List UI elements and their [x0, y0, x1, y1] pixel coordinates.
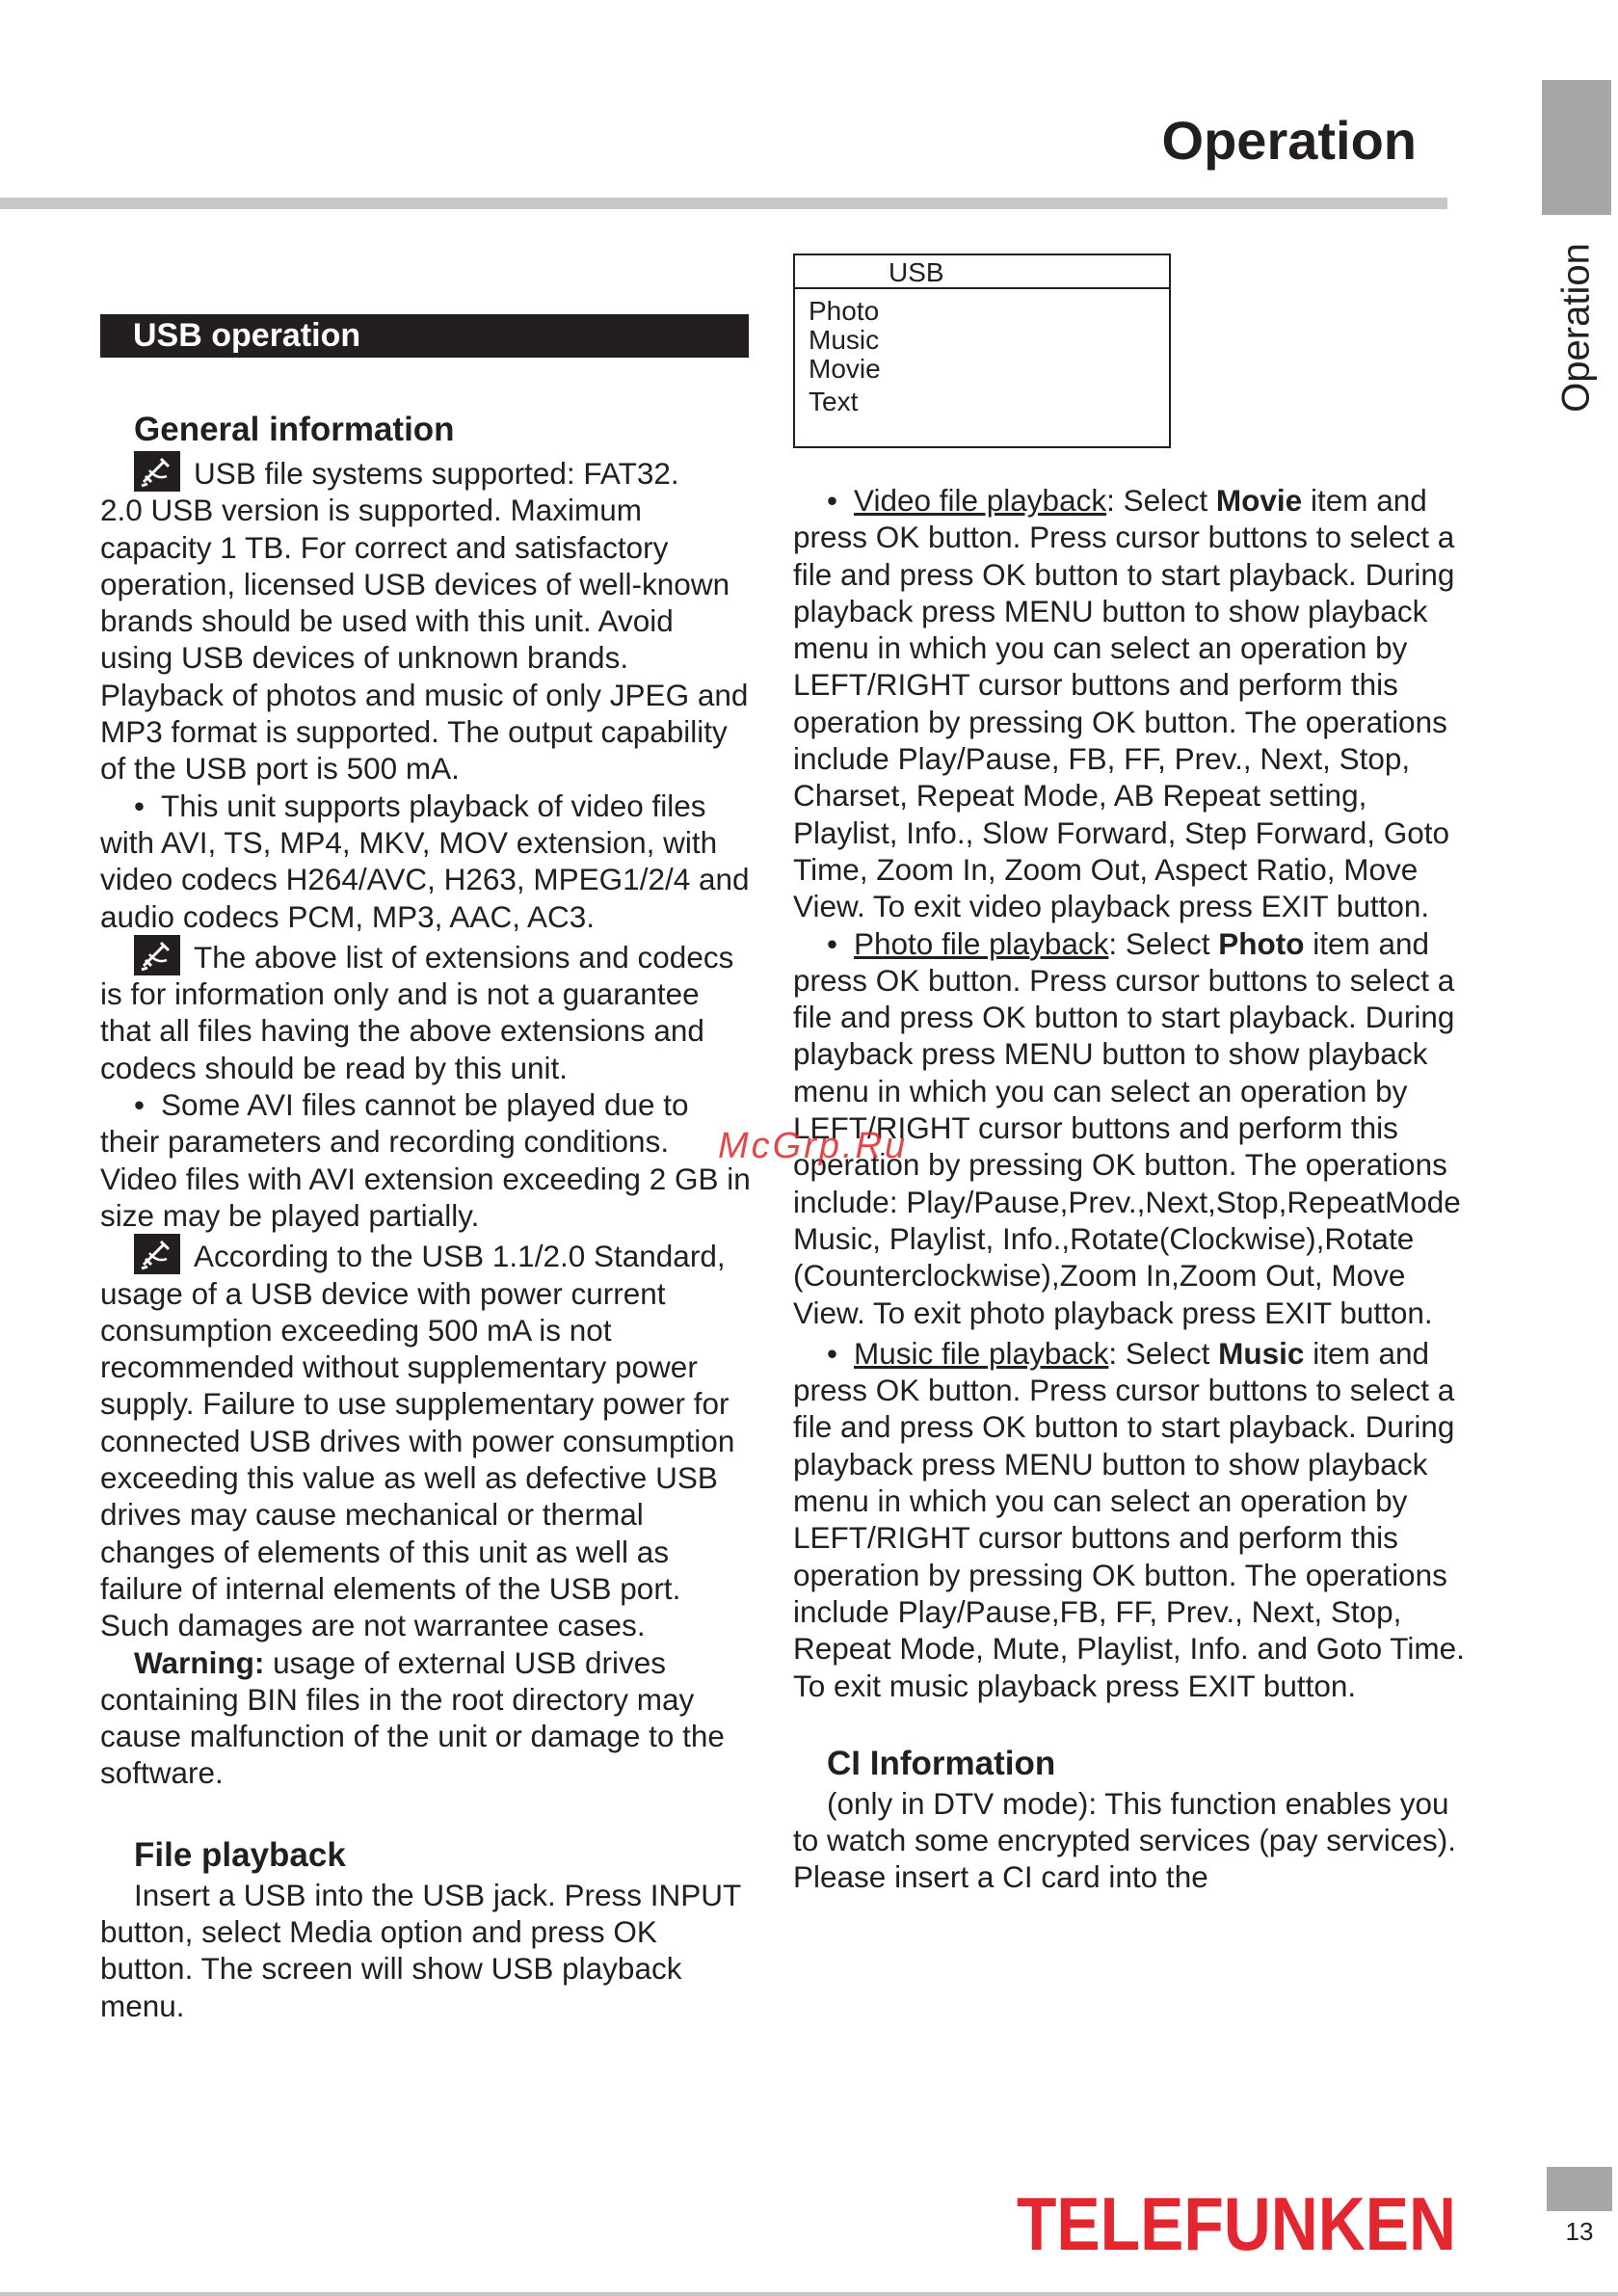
warning-label: Warning:: [134, 1644, 265, 1680]
header-rule: [0, 198, 1447, 209]
note-icon: [134, 935, 180, 975]
section-title-bar: [100, 314, 749, 358]
usb-menu-title: USB: [795, 255, 1169, 289]
usb-menu-item-text: Text: [809, 387, 859, 416]
bullet-paragraph-2: • Some AVI files cannot be played due to their parameters and recording conditions. Video files with AVI extension exceeding 2 GB in size may be played partially.: [100, 1087, 751, 1233]
usb-menu-item-photo: Photo: [809, 296, 880, 326]
note-icon: [134, 1234, 180, 1274]
ci-info-heading: CI Information: [827, 1744, 1056, 1782]
ci-info-text: (only in DTV mode): This function enables you to watch some encrypted services (pay services). Please insert a CI card into the: [793, 1785, 1457, 1895]
general-info-heading: General information: [134, 411, 455, 448]
right-column: [793, 482, 1468, 1896]
video-playback-paragraph: • Video file playback: Select Movie item and press OK button. Press cursor buttons to select a file and press OK button to start playback. During playback press MENU button to show playback menu in which you can select an operation by LEFT/RIGHT cursor buttons and perform this operation by pressing OK button. The operations include Play/Pause, FB, FF, Prev., Next, Stop, Charset, Repeat Mode, AB Repeat setting, Playlist, Info., Slow Forward, Step Forward, Goto Time, Zoom In, Zoom Out, Aspect Ratio, Move View. To exit video playback press EXIT button.: [793, 483, 1455, 924]
note-paragraph-1: USB file systems supported: FAT32. 2.0 USB version is supported. Maximum capacity 1 TB. For correct and satisfactory operation, licensed USB devices of well-known brands should be used with this unit. Avoid using USB devices of unknown brands. Playback of photos and music of only JPEG and MP3 format is supported. The output capability of the USB port is 500 mA.: [100, 451, 752, 788]
photo-playback-paragraph: • Photo file playback: Select Photo item and press OK button. Press cursor buttons to select a file and press OK button to start playback. During playback press MENU button to show playback menu in which you can select an operation by LEFT/RIGHT cursor buttons and perform this operation by pressing OK button. The operations include: Play/Pause,Prev.,Next,Stop,RepeatMode Music, Playlist, Info.,Rotate(Clockwise),Rotate (Counterclockwise),Zoom In,Zoom Out, Move View. To exit photo playback press EXIT button.: [793, 925, 1461, 1330]
note-paragraph-3: According to the USB 1.1/2.0 Standard, usage of a USB device with power current consumption exceeding 500 mA is not recommended without supplementary power supply. Failure to use supplementary power for connected USB drives with power consumption exceeding this value as well as defective USB drives may cause mechanical or thermal changes of elements of this unit as well as failure of internal elements of the USB port. Such damages are not warrantee cases.: [100, 1234, 752, 1643]
left-column: [100, 409, 752, 2024]
page-number-tab: [1547, 2167, 1612, 2211]
note-icon: [134, 451, 180, 492]
usb-menu-box: [793, 254, 1171, 448]
watermark: McGrp.Ru: [718, 1126, 909, 1166]
footer-rule: [0, 2292, 1618, 2296]
bullet-paragraph-1: • This unit supports playback of video files with AVI, TS, MP4, MKV, MOV extension, with video codecs H264/AVC, H263, MPEG1/2/4 and audio codecs PCM, MP3, AAC, AC3.: [100, 788, 750, 934]
music-playback-paragraph: • Music file playback: Select Music item and press OK button. Press cursor buttons to select a file and press OK button to start playback. During playback press MENU button to show playback menu in which you can select an operation by LEFT/RIGHT cursor buttons and perform this operation by pressing OK button. The operations include Play/Pause,FB, FF, Prev., Next, Stop, Repeat Mode, Mute, Playlist, Info. and Goto Time. To exit music playback press EXIT button.: [793, 1335, 1465, 1703]
section-title: USB operation: [133, 317, 361, 354]
file-playback-heading: File playback: [134, 1835, 346, 1874]
brand-logo: [1015, 2181, 1458, 2266]
note-paragraph-2: The above list of extensions and codecs is for information only and is not a guarantee that all files having the above extensions and codecs should be read by this unit.: [100, 935, 752, 1086]
page-number: 13: [1565, 2217, 1594, 2246]
brand-logo-text: TELEFUNKEN: [1017, 2181, 1456, 2266]
chapter-tab: [1542, 80, 1611, 215]
video-playback-label: Video file playback: [854, 483, 1107, 518]
photo-playback-label: Photo file playback: [854, 925, 1109, 961]
side-tab-label: Operation: [1554, 243, 1598, 413]
brand-logo-graphic: [1015, 2181, 1458, 2266]
file-playback-text: Insert a USB into the USB jack. Press INPUT button, select Media option and press OK button. The screen will show USB playback menu.: [100, 1877, 741, 2023]
usb-menu-list: [795, 297, 1169, 416]
music-playback-label: Music file playback: [854, 1335, 1109, 1371]
warning-paragraph: Warning: usage of external USB drives containing BIN files in the root directory may cause malfunction of the unit or damage to the software.: [100, 1644, 725, 1791]
usb-menu-item-music: Music: [809, 325, 880, 355]
usb-menu-item-movie: Movie: [809, 354, 881, 384]
page-title: Operation: [1161, 110, 1417, 171]
